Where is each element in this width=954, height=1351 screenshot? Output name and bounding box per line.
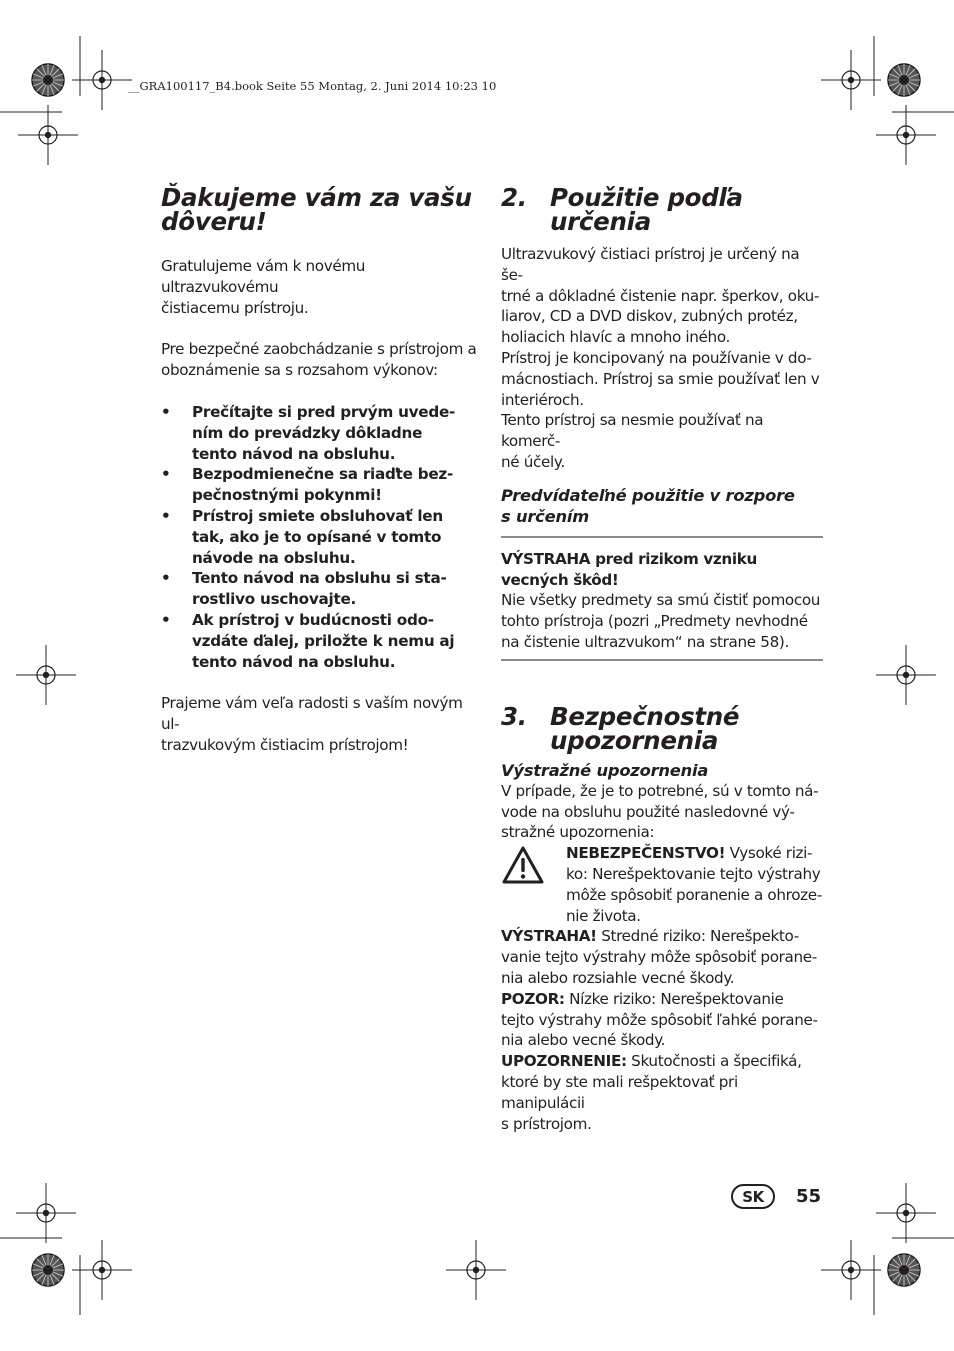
section-title-line: upozornenia xyxy=(550,725,719,755)
right-column xyxy=(501,183,823,1134)
danger-label: NEBEZPEČENSTVO! xyxy=(566,844,726,863)
closing-paragraph: Prajeme vám veľa radosti s vaším novým ul- trazvukovým čistiacim prístrojom! xyxy=(161,694,463,754)
caution-level-text: POZOR: Nízke riziko: Nerešpektovanie tejto výstrahy môže spôsobiť ľahké porane- nia alebo vecné škody. xyxy=(501,989,818,1050)
warning-triangle-icon xyxy=(501,843,566,926)
misuse-subheading: Predvídateľné použitie v rozpore s určením xyxy=(501,485,795,526)
warning-label: VÝSTRAHA! xyxy=(501,927,597,946)
section-number: 2. xyxy=(501,183,527,212)
warning-text: Nie všetky predmety sa smú čistiť pomocou tohto prístroja (pozri „Predmety nevhodné na čistenie ultrazvukom“ na strane 58). xyxy=(501,591,821,651)
page-footer xyxy=(731,1184,821,1209)
danger-notice xyxy=(501,843,823,926)
warning-title: VÝSTRAHA pred rizikom vzniku vecných škôd! xyxy=(501,549,757,589)
bullet-icon: • xyxy=(161,506,171,525)
list-item: • Prístroj smiete obsluhovať len tak, ako je to opísané v tomto návode na obsluhu. xyxy=(161,506,443,567)
safety-bullet-list xyxy=(161,402,481,672)
bullet-icon: • xyxy=(161,402,171,421)
list-item: • Ak prístroj v budúcnosti odo- vzdáte ďalej, priložte k nemu aj tento návod na obsluhu. xyxy=(161,610,455,671)
notice-label: UPOZORNENIE: xyxy=(501,1052,627,1071)
section-title-line: Použitie podľa xyxy=(550,183,743,212)
warnings-intro: V prípade, že je to potrebné, sú v tomto ná- vode na obsluhu použité nasledovné vý- stražné upozornenia: xyxy=(501,781,819,842)
left-column xyxy=(161,183,481,756)
intro-paragraph: Gratulujeme vám k novému ultrazvukovému čistiacemu prístroju. xyxy=(161,257,366,317)
section-title-line: Bezpečnostné xyxy=(550,701,740,731)
print-header: __GRA100117_B4.book Seite 55 Montag, 2. Juni 2014 10:23 10 xyxy=(128,79,497,93)
section-title-line: určenia xyxy=(550,207,651,236)
caution-label: POZOR: xyxy=(501,989,565,1008)
list-item: • Bezpodmienečne sa riaďte bez- pečnostnými pokynmi! xyxy=(161,465,454,505)
title-line: Ďakujeme vám za vašu xyxy=(161,183,472,212)
list-item: • Tento návod na obsluhu si sta- rostlivo uschovajte. xyxy=(161,569,447,609)
page-number: 55 xyxy=(796,1186,822,1207)
list-item: • Prečítajte si pred prvým uvede- ním do prevádzky dôkladne tento návod na obsluhu. xyxy=(161,402,456,463)
thanks-title xyxy=(161,183,481,236)
safe-use-paragraph: Pre bezpečné zaobchádzanie s prístrojom a oboznámenie sa s rozsahom výkonov: xyxy=(161,340,477,380)
notice-level-text: UPOZORNENIE: Skutočnosti a špecifiká, ktoré by ste mali rešpektovať pri manipulácii s prístrojom. xyxy=(501,1052,802,1133)
warning-level-text: VÝSTRAHA! Stredné riziko: Nerešpekto- vanie tejto výstrahy môže spôsobiť porane- nia alebo rozsiahle vecné škody. xyxy=(501,927,817,987)
bullet-icon: • xyxy=(161,569,171,588)
title-line: dôveru! xyxy=(161,207,267,236)
language-badge: SK xyxy=(731,1184,775,1209)
warnings-subheading: Výstražné upozornenia xyxy=(501,760,709,780)
section-3-heading xyxy=(501,701,823,755)
property-damage-warning xyxy=(501,549,823,653)
intended-use-paragraph: Ultrazvukový čistiaci prístroj je určený na še- trné a dôkladné čistenie napr. šperkov, oku- liarov, CD a DVD diskov, zubných protéz, holiacich hlavíc a mnoho iného. Prístroj je koncipovaný na používanie v do- mácnostiach. Prístroj sa smie používať len v interiéroch. Tento prístroj sa nesmie používať na komerč- né účely. xyxy=(501,245,820,471)
bullet-icon: • xyxy=(161,610,171,629)
bullet-icon: • xyxy=(161,465,171,484)
section-2-heading xyxy=(501,183,823,236)
section-number: 3. xyxy=(501,701,527,731)
danger-text: NEBEZPEČENSTVO! Vysoké rizi- ko: Nerešpektovanie tejto výstrahy môže spôsobiť poranenie a ohroze- nie života. xyxy=(566,844,822,925)
